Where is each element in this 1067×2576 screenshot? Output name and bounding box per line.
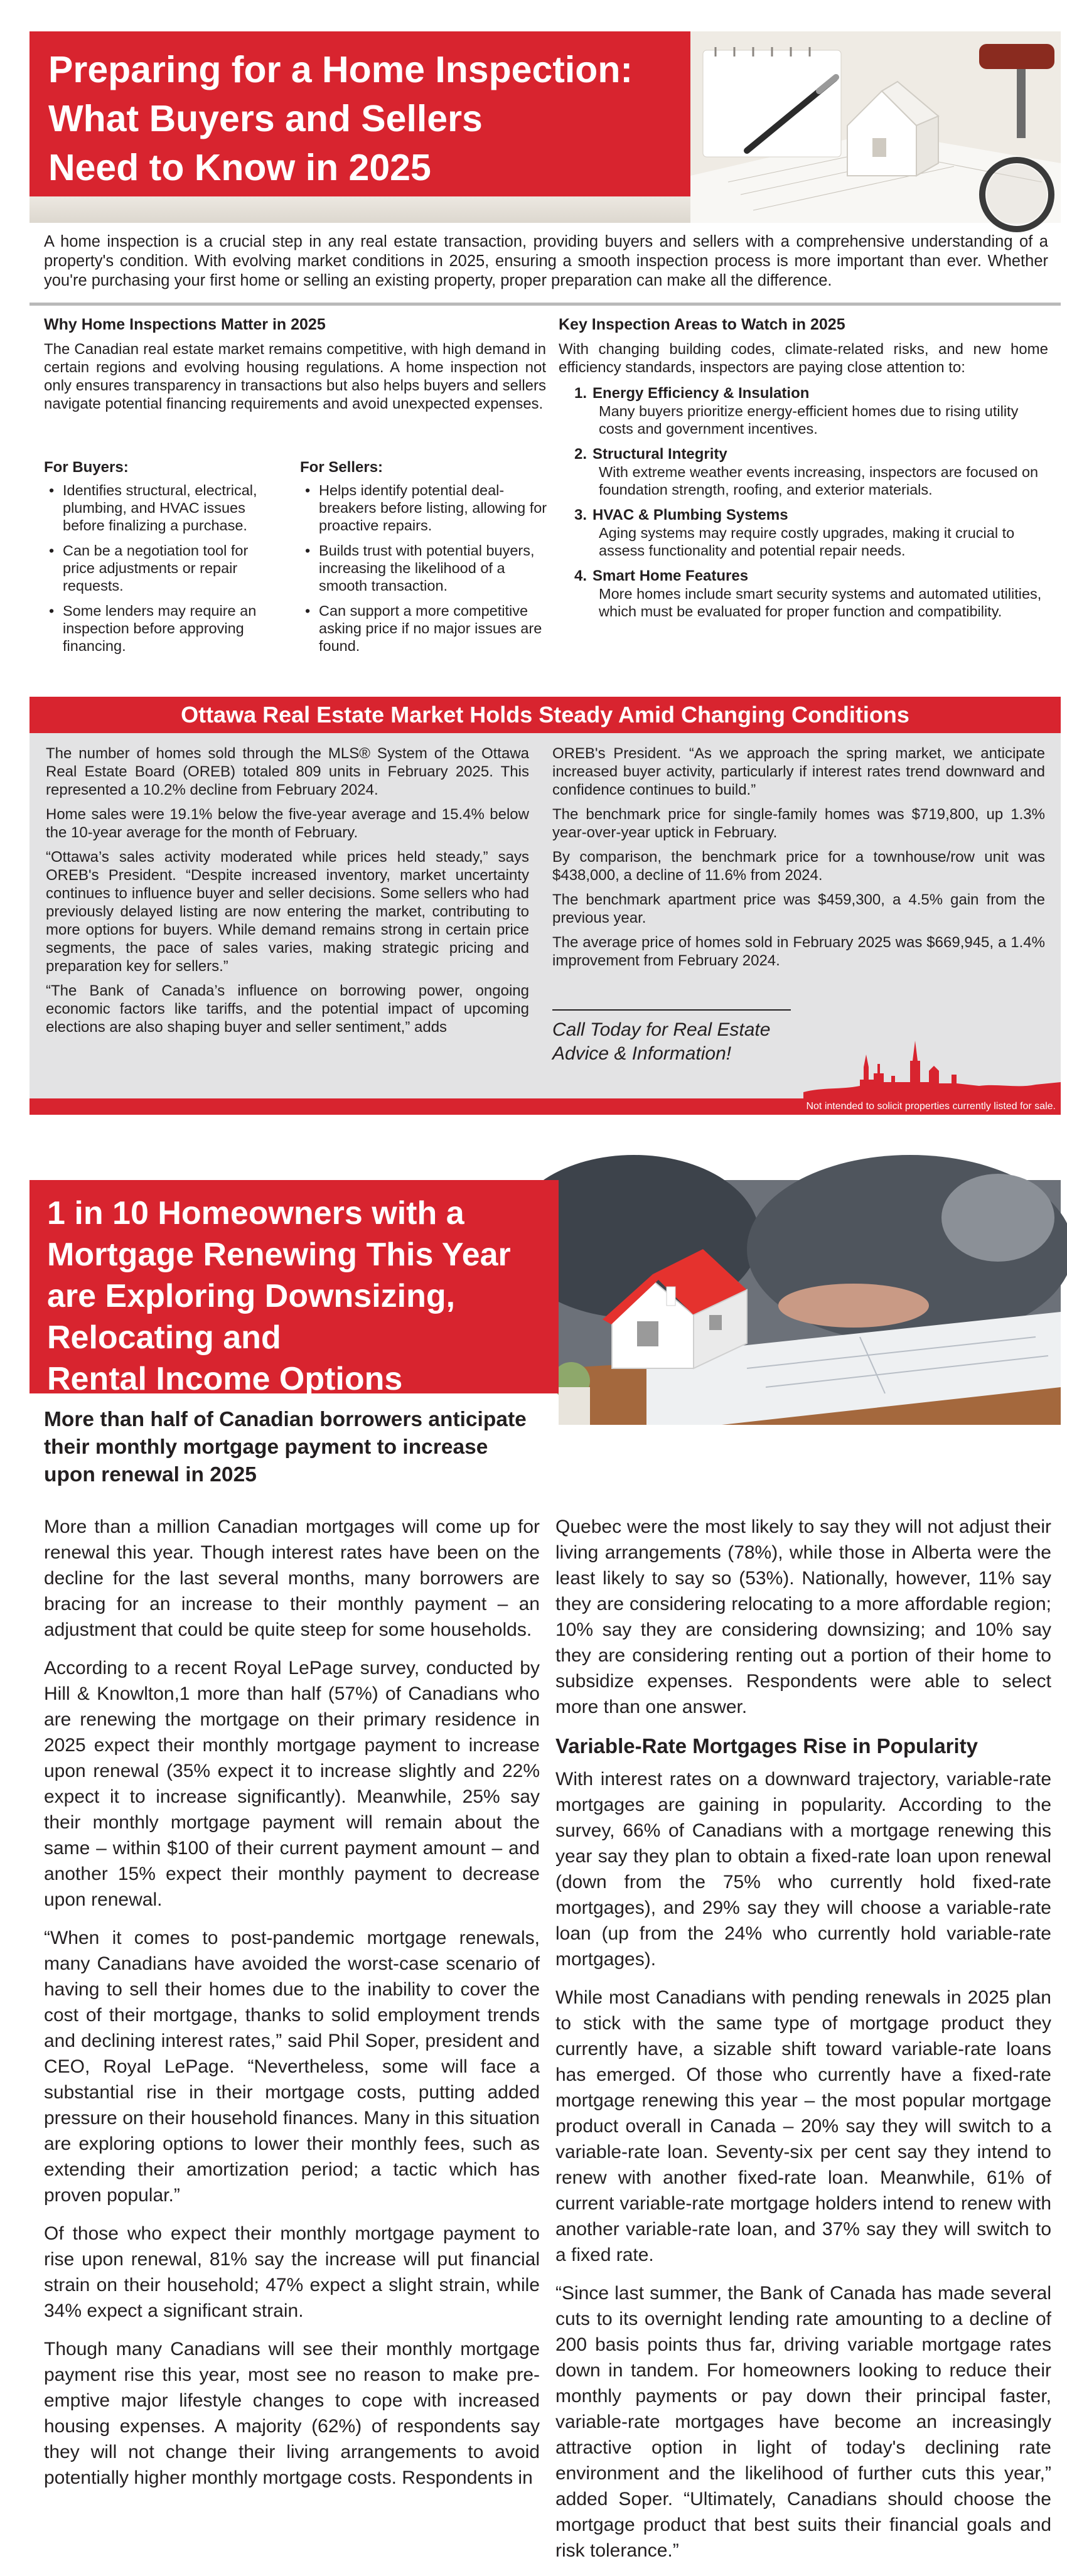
key-item [559, 506, 1048, 559]
article-paragraph: “When it comes to post-pandemic mortgage renewals, many Canadians have avoided the worst-case scenario of having to sell their homes due to the inability to cover the cost of their mortgage, thanks to solid employment trends and declining interest rates,” said Phil Soper, president and CEO, Royal LePage. “Nevertheless, some will face a substantial rise in their mortgage costs, putting added pressure on their household finances. Many in this situation are exploring options to lower their monthly fees, such as extending their amortization period; a tactic which has proven popular.” [44, 1928, 540, 2206]
ottawa-heading: Ottawa Real Estate Market Holds Steady Amid Changing Conditions [29, 697, 1061, 733]
article-paragraph: While most Canadians with pending renewals in 2025 plan to stick with the same type of mortgage product they currently have, a sizable shift toward variable-rate loans has emerged. Of those who currently have a fixed-rate mortgage renewing this year – the most popular mortgage product overall in Canada – 20% say they will switch to a variable-rate loan. Seventy-six per cent say they intend to renew with another fixed-rate loan. Meanwhile, 61% of current variable-rate mortgage holders intend to renew with another variable-rate loan, and 37% say they will switch to a fixed rate. [555, 1987, 1051, 2265]
cta-divider [552, 1009, 791, 1011]
sellers-list [300, 481, 551, 655]
article-paragraph: Quebec were the most likely to say they will not adjust their living arrangements (78%), while those in Alberta were the least likely to say so (53%). Nationally, however, 11% say they are considering relocating to a more affordable region; 10% say they are considering downsizing; and 10% say they are considering renting out a portion of their home to subsidize expenses. Respondents were able to select more than one answer. [555, 1516, 1051, 1717]
key-item-number: 4. [574, 567, 587, 584]
article-paragraph: “Since last summer, the Bank of Canada has made several cuts to its overnight lending rate amounting to a decline of 200 basis points thus far, driving variable mortgage rates down in tandem. For homeowners looking to reduce their monthly payments or pay down their principal faster, variable-rate mortgages have become an increasingly attractive option in light of today's declining rate environment and the likelihood of further cuts this year,” added Soper. “Ultimately, Canadians should choose the mortgage product that best suits their financial goals and risk tolerance.” [555, 2283, 1051, 2561]
article-paragraph: More than a million Canadian mortgages will come up for renewal this year. Though interest rates have been on the decline for the last several months, many borrowers are bracing for an increase to their monthly payment – an adjustment that could be quite steep for some households. [44, 1516, 540, 1640]
buyers-list [44, 481, 282, 655]
key-item-desc: With extreme weather events increasing, inspectors are focused on foundation strength, roofing, and exterior materials. [599, 464, 1039, 498]
house-model-image [690, 31, 1061, 223]
list-item: • Can support a more competitive asking price if no major issues are found. [300, 602, 551, 655]
cta-line: Advice & Information! [552, 1043, 732, 1064]
list-item: • Can be a negotiation tool for price adjustments or repair requests. [44, 542, 282, 594]
key-item-title: Energy Efficiency & Insulation [592, 385, 810, 402]
key-intro: With changing building codes, climate-related risks, and new home efficiency standards, inspectors are paying close attention to: [559, 341, 1048, 376]
key-item-desc: Aging systems may require costly upgrades, making it crucial to assess functionality and potential repair needs. [599, 525, 1015, 559]
buyers-heading: For Buyers: [44, 459, 129, 476]
why-inspections-column [44, 315, 546, 413]
ottawa-paragraph: “The Bank of Canada’s influence on borrowing power, ongoing economic factors like tariffs, and the potential impact of upcoming elections are also shaping buyer and seller sentiment,” adds [46, 982, 529, 1036]
key-item-desc: Many buyers prioritize energy-efficient homes due to rising utility costs and government incentives. [599, 403, 1019, 437]
section1-title-box [29, 31, 690, 196]
sellers-heading: For Sellers: [300, 459, 383, 476]
list-item: • Identifies structural, electrical, plumbing, and HVAC issues before finalizing a purchase. [44, 481, 282, 534]
house-on-blueprint-photo [559, 1180, 1061, 1425]
ottawa-paragraph: The benchmark apartment price was $459,300, a 4.5% gain from the previous year. [552, 891, 1045, 926]
list-item: • Some lenders may require an inspection before approving financing. [44, 602, 282, 655]
key-item-title: Structural Integrity [592, 446, 727, 463]
ottawa-paragraph: OREB's President. “As we approach the spring market, we anticipate increased buyer activity, particularly if interest rates trend downward and confidence continues to build.” [552, 745, 1045, 798]
list-item: • Builds trust with potential buyers, increasing the likelihood of a smooth transaction. [300, 542, 551, 594]
section2-title-line: Mortgage Renewing This Year [47, 1237, 511, 1273]
section2-left-column [44, 1514, 540, 2503]
section2-title [47, 1193, 541, 1400]
section2-subheading: More than half of Canadian borrowers anticipate their monthly mortgage payment to increase upon renewal in 2025 [44, 1408, 527, 1486]
key-item [559, 567, 1048, 620]
house-model-photo [690, 31, 1061, 223]
key-item-number: 3. [574, 507, 587, 523]
section1-title-line: Need to Know in 2025 [48, 147, 431, 188]
key-areas-column [559, 315, 1048, 620]
disclaimer: Not intended to solicit properties currently listed for sale. [806, 1101, 1056, 1112]
key-item [559, 384, 1048, 437]
key-item-title: HVAC & Plumbing Systems [592, 507, 788, 523]
section1-intro: A home inspection is a crucial step in any real estate transaction, providing buyers and sellers with a comprehensive understanding of a property's condition. With evolving market conditions in 2025, ensuring a smooth inspection process is more important than ever. Whether you're purchasing your first home or selling an existing property, proper preparation can make all the difference. [44, 233, 1048, 289]
section2-title-line: 1 in 10 Homeowners with a [47, 1195, 464, 1232]
section2-title-line: Relocating and [47, 1319, 281, 1356]
ottawa-paragraph: The benchmark price for single-family homes was $719,800, up 1.3% year-over-year uptick in February. [552, 806, 1045, 841]
section1-title [48, 45, 672, 192]
call-to-action [552, 1018, 816, 1066]
buyers-column [44, 458, 282, 662]
section1-title-line: Preparing for a Home Inspection: [48, 49, 633, 90]
ottawa-skyline-image [803, 1029, 1061, 1105]
ottawa-paragraph: The number of homes sold through the MLS® System of the Ottawa Real Estate Board (OREB) totaled 809 units in February 2025. This represented a 10.2% decline from February 2024. [46, 745, 529, 798]
section1-title-band [29, 196, 690, 223]
section1-title-line: What Buyers and Sellers [48, 98, 483, 139]
article-paragraph: According to a recent Royal LePage survey, conducted by Hill & Knowlton,1 more than half (57%) of Canadians who are renewing the mortgage on their primary residence in 2025 expect their monthly mortgage payment to increase upon renewal (35% expect it to increase slightly and 22% expect it to increase significantly). Meanwhile, 25% say their monthly mortgage payment will remain about the same – within $100 of their current payment amount – and another 15% expect their monthly payment to decrease upon renewal. [44, 1658, 540, 1910]
sellers-column [300, 458, 551, 662]
ottawa-paragraph: The average price of homes sold in February 2025 was $669,945, a 1.4% improvement from February 2024. [552, 934, 1045, 969]
cta-line: Call Today for Real Estate [552, 1019, 771, 1040]
article-paragraph: Of those who expect their monthly mortgage payment to rise upon renewal, 81% say the increase will put financial strain on their household; 47% expect a slight strain, while 34% expect a significant strain. [44, 2223, 540, 2321]
section2-title-line: are Exploring Downsizing, [47, 1278, 456, 1314]
key-item [559, 445, 1048, 498]
divider [29, 303, 1061, 306]
magnifier-image [982, 160, 1051, 229]
house-model-image [559, 1180, 1061, 1425]
why-heading: Why Home Inspections Matter in 2025 [44, 316, 326, 333]
article-paragraph: With interest rates on a downward trajectory, variable-rate mortgages are gaining in popularity. According to the survey, 66% of Canadians with a mortgage renewing this year say they plan to obtain a fixed-rate loan upon renewal (down from the 75% who currently hold fixed-rate mortgages), and 29% say they will choose a variable-rate loan (up from the 24% who currently hold variable-rate mortgages). [555, 1769, 1051, 1970]
article-paragraph: Though many Canadians will see their monthly mortgage payment rise this year, most see no reason to make pre-emptive major lifestyle changes to cope with increased housing expenses. A majority (62%) of respondents say they will not change their living arrangements to avoid potentially higher monthly mortgage costs. Respondents in [44, 2339, 540, 2488]
section2-title-line: Rental Income Options [47, 1361, 403, 1397]
variable-rate-heading: Variable-Rate Mortgages Rise in Popularity [555, 1734, 979, 1758]
ottawa-paragraph: Home sales were 19.1% below the five-year average and 15.4% below the 10-year average for the month of February. [46, 806, 529, 841]
ottawa-paragraph: By comparison, the benchmark price for a townhouse/row unit was $438,000, a decline of 11.6% from 2024. [552, 849, 1045, 884]
ottawa-right-column [552, 744, 1045, 976]
key-item-desc: More homes include smart security systems and automated utilities, which must be evaluated for proper function and compatibility. [599, 586, 1042, 620]
key-item-number: 1. [574, 385, 587, 402]
key-heading: Key Inspection Areas to Watch in 2025 [559, 316, 845, 333]
key-item-title: Smart Home Features [592, 567, 749, 584]
ottawa-left-column [46, 744, 529, 1043]
list-item: • Helps identify potential deal-breakers before listing, allowing for proactive repairs. [300, 481, 551, 534]
key-item-number: 2. [574, 446, 587, 463]
why-body: The Canadian real estate market remains competitive, with high demand in certain regions and evolving housing regulations. A home inspection not only ensures transparency in transactions but also helps buyers and sellers navigate potential financing requirements and avoid unexpected expenses. [44, 341, 546, 412]
section2-title-box [29, 1180, 559, 1397]
section2-right-column [555, 1514, 1051, 2576]
ottawa-paragraph: “Ottawa’s sales activity moderated while prices held steady,” says OREB's President. “Despite increased inventory, market uncertainty continues to influence buyer and seller decisions. Some sellers who had previously delayed listing are now entering the market, contributing to more options for buyers. While demand remains strong in certain price segments, the pace of sales varies, making strategic pricing and preparation key for sellers.” [46, 849, 529, 975]
